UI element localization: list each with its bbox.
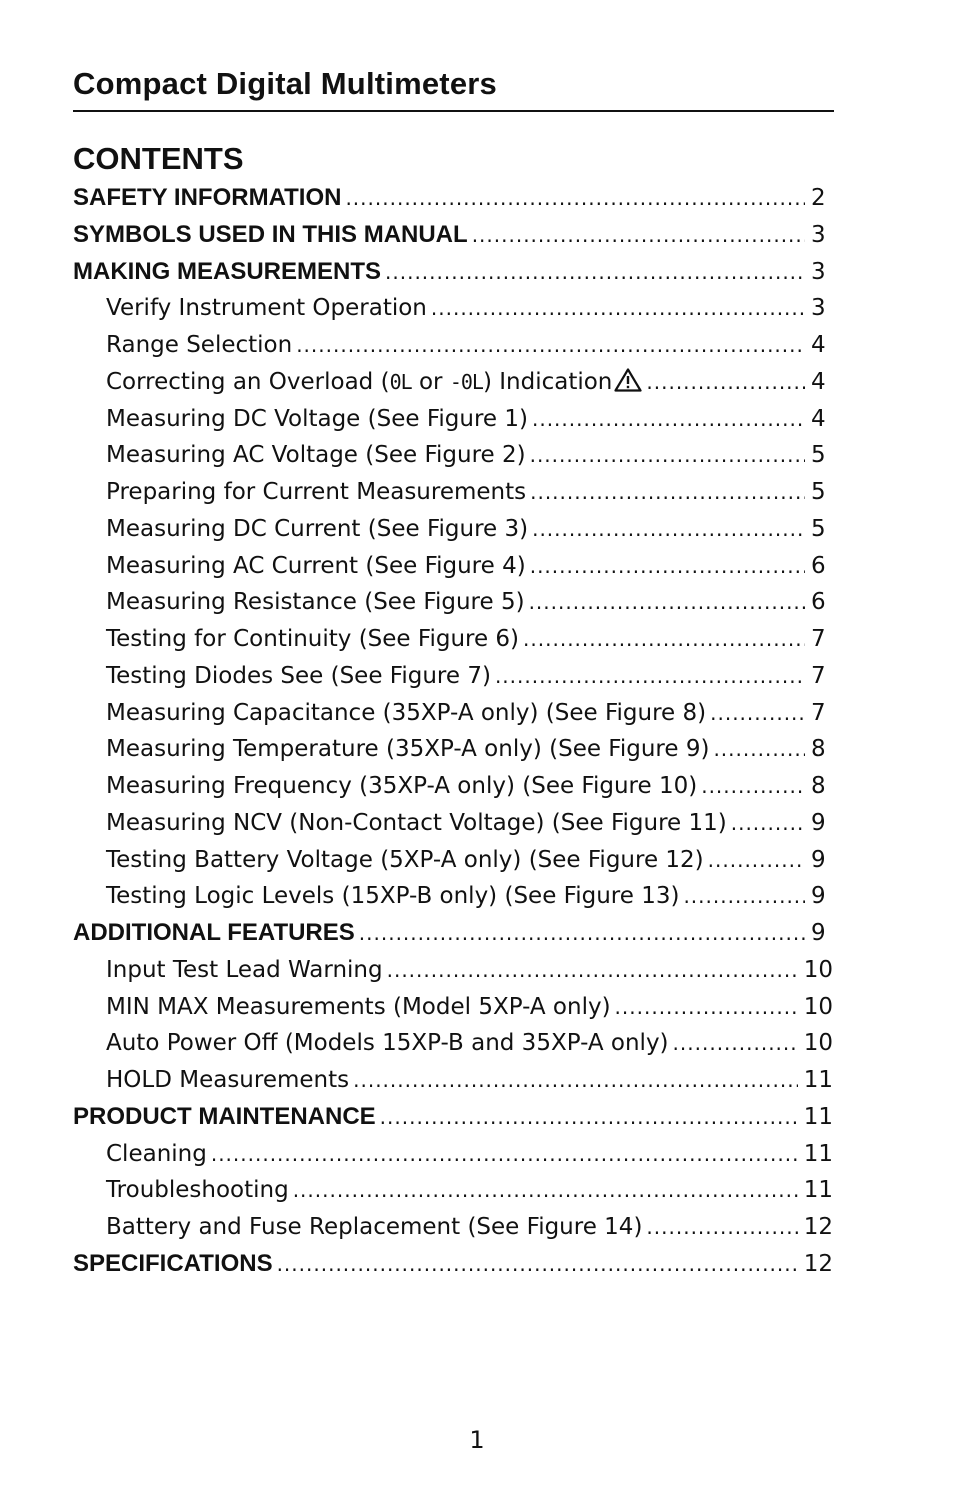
toc-entry-label: SAFETY INFORMATION xyxy=(73,184,342,211)
toc-entry-label: Testing Logic Levels (15XP-B only) (See Figure 13) xyxy=(106,883,680,910)
toc-entry-additional-features[interactable] xyxy=(73,915,833,952)
toc-entry-label: Testing for Continuity (See Figure 6) xyxy=(106,626,520,652)
dot-leader xyxy=(431,290,805,327)
toc-entry-verify-instrument[interactable] xyxy=(73,290,833,327)
toc-page-number: 3 xyxy=(811,295,826,322)
toc-page-number: 5 xyxy=(811,515,826,542)
dot-leader xyxy=(529,584,805,621)
toc-page-number: 10 xyxy=(803,1030,833,1057)
toc-entry-label: HOLD Measurements xyxy=(106,1067,350,1093)
dot-leader xyxy=(530,474,805,511)
toc-entry-label: Auto Power Off (Models 15XP-B and 35XP-A only) xyxy=(106,1030,669,1057)
toc-entry-battery-voltage[interactable] xyxy=(73,842,833,879)
toc-entry-range-selection[interactable] xyxy=(73,327,833,364)
page-number: 1 xyxy=(469,1426,485,1454)
toc-entry-battery-fuse[interactable] xyxy=(73,1209,833,1246)
toc-page-number: 12 xyxy=(803,1250,833,1277)
toc-entry-continuity[interactable] xyxy=(73,621,833,658)
toc-entry-dc-voltage[interactable] xyxy=(73,401,833,438)
toc-entry-product-maintenance[interactable] xyxy=(73,1099,833,1136)
toc-entry-label: Verify Instrument Operation xyxy=(106,295,427,322)
toc-entry-frequency[interactable] xyxy=(73,768,833,805)
toc-page-number: 5 xyxy=(811,442,826,469)
dot-leader xyxy=(532,401,805,438)
toc-entry-label: PRODUCT MAINTENANCE xyxy=(73,1102,376,1130)
toc-page-number: 9 xyxy=(811,883,826,910)
toc-entry-label: Measuring DC Voltage (See Figure 1) xyxy=(106,405,528,432)
toc-entry-ncv[interactable] xyxy=(73,805,833,842)
toc-entry-correcting-overload[interactable] xyxy=(73,364,833,401)
toc-entry-input-test-lead[interactable] xyxy=(73,952,833,989)
toc-page-number: 8 xyxy=(811,773,826,799)
dot-leader xyxy=(683,878,805,915)
toc-entry-label: Measuring Resistance (See Figure 5) xyxy=(106,589,525,616)
dot-leader xyxy=(713,731,805,768)
toc-entry-label: Measuring Capacitance (35XP-A only) (See Figure 8) xyxy=(106,699,707,726)
toc-page-number: 2 xyxy=(811,185,826,211)
toc-entry-logic-levels[interactable] xyxy=(73,878,833,915)
toc-entry-ac-current[interactable] xyxy=(73,548,833,585)
dot-leader xyxy=(495,658,805,695)
warning-triangle-icon xyxy=(614,367,642,401)
dot-leader xyxy=(710,695,805,732)
toc-page-number: 10 xyxy=(803,993,833,1020)
toc-entry-label: Measuring Temperature (35XP-A only) (See Figure 9) xyxy=(106,736,710,763)
toc-page-number: 4 xyxy=(811,332,826,358)
dot-leader xyxy=(615,989,798,1026)
toc-entry-label: Range Selection xyxy=(106,332,293,358)
page-title: Compact Digital Multimeters xyxy=(73,66,497,101)
dot-leader xyxy=(296,327,805,364)
dot-leader xyxy=(293,1172,798,1209)
toc-page-number: 4 xyxy=(811,405,826,432)
dot-leader xyxy=(380,1099,798,1136)
dot-leader xyxy=(211,1136,798,1173)
toc-entry-label: SPECIFICATIONS xyxy=(73,1249,273,1277)
overload-display-symbol: 0L xyxy=(389,369,412,394)
dot-leader xyxy=(387,952,798,989)
toc-entry-label: MAKING MEASUREMENTS xyxy=(73,257,382,285)
label-text: ) Indication xyxy=(482,368,613,395)
dot-leader xyxy=(532,511,805,548)
dot-leader xyxy=(277,1246,798,1283)
dot-leader xyxy=(731,805,805,842)
toc-entry-symbols[interactable] xyxy=(73,217,833,254)
title-rule xyxy=(73,110,834,112)
toc-entry-ac-voltage[interactable] xyxy=(73,437,833,474)
toc-page-number: 4 xyxy=(811,368,826,395)
toc-entry-cleaning[interactable] xyxy=(73,1136,833,1173)
toc-entry-label: Measuring AC Current (See Figure 4) xyxy=(106,552,526,579)
toc-page-number: 7 xyxy=(811,699,826,726)
dot-leader xyxy=(708,842,805,879)
toc-entry-dc-current[interactable] xyxy=(73,511,833,548)
dot-leader xyxy=(646,364,805,401)
toc-page-number: 6 xyxy=(811,552,826,579)
toc-entry-label: Measuring Frequency (35XP-A only) (See Figure 10) xyxy=(106,773,698,799)
toc-entry-capacitance[interactable] xyxy=(73,695,833,732)
dot-leader xyxy=(472,217,805,254)
toc-entry-label xyxy=(106,364,646,401)
dot-leader xyxy=(646,1209,797,1246)
toc-entry-label: Measuring AC Voltage (See Figure 2) xyxy=(106,442,526,469)
dot-leader xyxy=(530,437,805,474)
toc-entry-label: Troubleshooting xyxy=(106,1177,289,1204)
toc-page-number: 11 xyxy=(803,1067,833,1093)
toc-entry-label: Measuring NCV (Non-Contact Voltage) (See Figure 11) xyxy=(106,809,727,836)
toc-entry-label: Measuring DC Current (See Figure 3) xyxy=(106,515,529,542)
dot-leader xyxy=(701,768,805,805)
dot-leader xyxy=(673,1025,798,1062)
toc-page-number: 11 xyxy=(803,1177,833,1204)
toc-entry-label: Battery and Fuse Replacement (See Figure 14) xyxy=(106,1214,643,1240)
dot-leader xyxy=(385,254,805,291)
dot-leader xyxy=(523,621,805,658)
dot-leader xyxy=(353,1062,798,1099)
toc-page-number: 3 xyxy=(811,221,826,248)
toc-page-number: 9 xyxy=(811,809,826,836)
toc-page-number: 8 xyxy=(811,736,826,763)
contents-heading: CONTENTS xyxy=(73,141,244,176)
toc-page-number: 7 xyxy=(811,626,826,652)
toc-entry-label: Preparing for Current Measurements xyxy=(106,479,527,505)
toc-entry-temperature[interactable] xyxy=(73,731,833,768)
toc-entry-safety-information[interactable] xyxy=(73,180,833,217)
toc-page-number: 6 xyxy=(811,589,826,616)
toc-page-number: 5 xyxy=(811,479,826,505)
toc-entry-label: Testing Diodes See (See Figure 7) xyxy=(106,662,491,689)
label-text: Correcting an Overload ( xyxy=(106,368,390,395)
toc-entry-troubleshooting[interactable] xyxy=(73,1172,833,1209)
toc-entry-label: Cleaning xyxy=(106,1140,207,1167)
toc-entry-min-max[interactable] xyxy=(73,989,833,1026)
toc-entry-making-measurements[interactable] xyxy=(73,254,833,291)
dot-leader xyxy=(359,915,805,952)
table-of-contents xyxy=(73,180,833,1283)
toc-page-number: 12 xyxy=(803,1214,833,1240)
toc-entry-label: ADDITIONAL FEATURES xyxy=(73,919,355,946)
toc-entry-label: MIN MAX Measurements (Model 5XP-A only) xyxy=(106,993,611,1020)
toc-entry-preparing-current[interactable] xyxy=(73,474,833,511)
toc-entry-specifications[interactable] xyxy=(73,1246,833,1283)
toc-entry-resistance[interactable] xyxy=(73,584,833,621)
toc-entry-auto-power-off[interactable] xyxy=(73,1025,833,1062)
label-text: or xyxy=(411,368,450,395)
toc-page-number: 11 xyxy=(803,1103,833,1130)
toc-entry-label: Input Test Lead Warning xyxy=(106,956,383,983)
toc-entry-hold[interactable] xyxy=(73,1062,833,1099)
toc-page-number: 3 xyxy=(811,258,826,285)
dot-leader xyxy=(530,548,805,585)
toc-page-number: 7 xyxy=(811,662,826,689)
toc-entry-diodes[interactable] xyxy=(73,658,833,695)
toc-page-number: 9 xyxy=(811,846,826,873)
toc-page-number: 11 xyxy=(803,1140,833,1167)
toc-page-number: 9 xyxy=(811,920,826,946)
negative-overload-display-symbol: -0L xyxy=(449,369,483,394)
dot-leader xyxy=(345,180,805,217)
toc-page-number: 10 xyxy=(803,956,833,983)
toc-entry-label: Testing Battery Voltage (5XP-A only) (See Figure 12) xyxy=(106,846,704,873)
toc-entry-label: SYMBOLS USED IN THIS MANUAL xyxy=(73,220,468,248)
